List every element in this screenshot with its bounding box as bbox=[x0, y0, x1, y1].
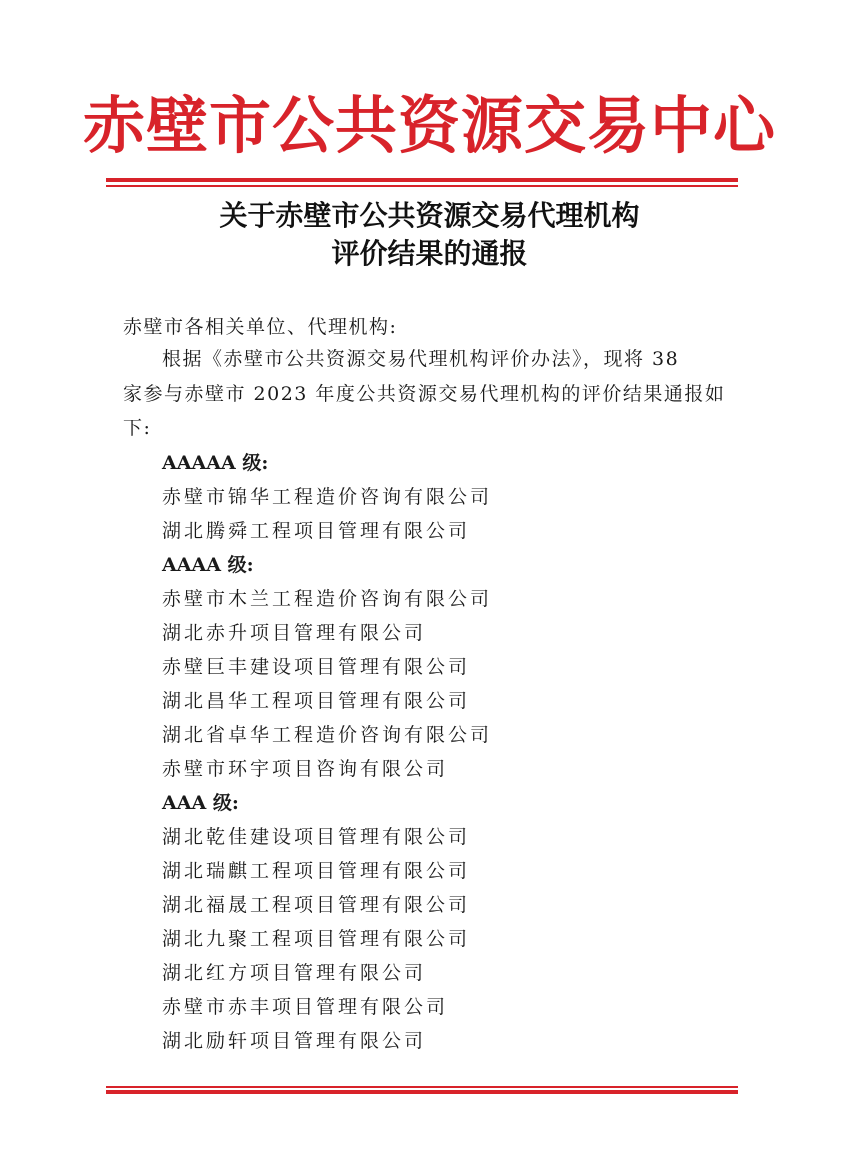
document-title-line2: 评价结果的通报 bbox=[331, 237, 528, 270]
level-heading-aaaaa: AAAAA 级: bbox=[162, 452, 269, 474]
company-item: 湖北九聚工程项目管理有限公司 bbox=[162, 928, 471, 950]
salutation: 赤壁市各相关单位、代理机构: bbox=[123, 316, 398, 338]
level-heading-aaa: AAA 级: bbox=[162, 792, 239, 814]
company-item: 赤壁市环宇项目咨询有限公司 bbox=[162, 758, 449, 780]
company-item: 赤壁巨丰建设项目管理有限公司 bbox=[162, 656, 471, 678]
level-heading-aaaa: AAAA 级: bbox=[162, 554, 254, 576]
intro-paragraph-line2: 家参与赤壁市 2023 年度公共资源交易代理机构的评价结果通报如 bbox=[123, 383, 726, 405]
company-item: 湖北红方项目管理有限公司 bbox=[162, 962, 427, 984]
company-item: 湖北励轩项目管理有限公司 bbox=[162, 1030, 427, 1052]
company-item: 赤壁市木兰工程造价咨询有限公司 bbox=[162, 588, 493, 610]
company-item: 湖北省卓华工程造价咨询有限公司 bbox=[162, 724, 493, 746]
company-item: 湖北福晟工程项目管理有限公司 bbox=[162, 894, 471, 916]
company-item: 湖北瑞麒工程项目管理有限公司 bbox=[162, 860, 471, 882]
org-letterhead: 赤壁市公共资源交易中心 bbox=[82, 89, 776, 162]
company-item: 湖北腾舜工程项目管理有限公司 bbox=[162, 520, 471, 542]
company-item: 湖北昌华工程项目管理有限公司 bbox=[162, 690, 471, 712]
footer-rule-thick bbox=[106, 1090, 738, 1094]
intro-paragraph-line3: 下: bbox=[123, 417, 152, 439]
company-item: 湖北乾佳建设项目管理有限公司 bbox=[162, 826, 471, 848]
company-item: 赤壁市锦华工程造价咨询有限公司 bbox=[162, 486, 493, 508]
letterhead-rule-thin bbox=[106, 185, 738, 187]
letterhead-rule-thick bbox=[106, 178, 738, 182]
intro-paragraph-line1: 根据《赤壁市公共资源交易代理机构评价办法》，现将 38 bbox=[162, 348, 680, 370]
company-item: 湖北赤升项目管理有限公司 bbox=[162, 622, 427, 644]
company-item: 赤壁市赤丰项目管理有限公司 bbox=[162, 996, 449, 1018]
document-title-line1: 关于赤壁市公共资源交易代理机构 bbox=[219, 199, 640, 232]
footer-rule-thin bbox=[106, 1086, 738, 1088]
